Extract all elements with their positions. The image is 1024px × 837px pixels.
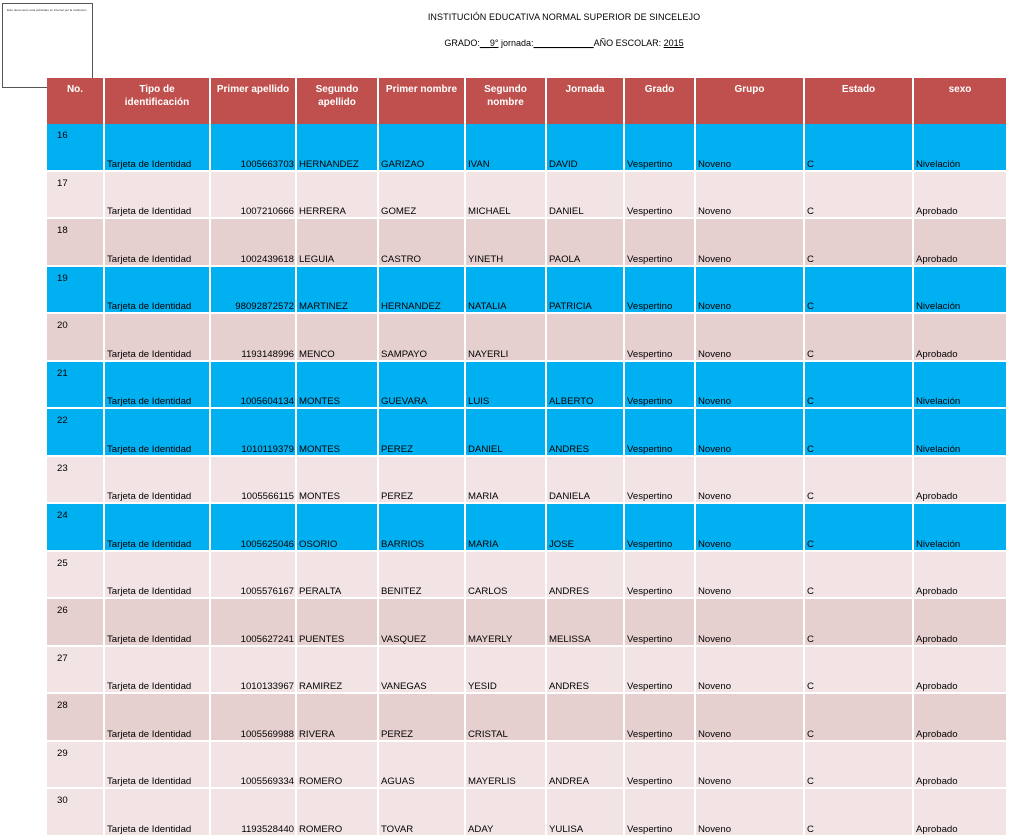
cell-numero-identificacion: 1005576167 xyxy=(210,551,296,599)
anio-label: AÑO ESCOLAR: xyxy=(593,38,664,48)
table-row xyxy=(47,313,1007,361)
table-row xyxy=(47,218,1007,266)
cell-no: 26 xyxy=(47,598,104,646)
cell-estado: Nivelación xyxy=(913,124,1007,171)
cell-no: 28 xyxy=(47,693,104,741)
jornada-label: jornada: xyxy=(498,38,534,48)
cell-jornada: Vespertino xyxy=(624,361,695,409)
cell-grado: Noveno xyxy=(695,788,804,836)
cell-estado: Nivelación xyxy=(913,361,1007,409)
cell-grupo: C xyxy=(804,646,913,694)
cell-estado: Aprobado xyxy=(913,646,1007,694)
cell-primer-nombre: MARIA xyxy=(465,456,546,504)
column-header: Grupo xyxy=(695,78,804,124)
cell-segundo-nombre: ANDREA xyxy=(546,741,624,789)
cell-segundo-apellido: CASTRO xyxy=(378,218,465,266)
cell-segundo-apellido: BARRIOS xyxy=(378,503,465,551)
student-roster-table xyxy=(47,78,1008,837)
cell-segundo-apellido: GARIZAO xyxy=(378,124,465,171)
cell-tipo-identificacion: Tarjeta de Identidad xyxy=(104,788,210,836)
cell-primer-apellido: MENCO xyxy=(296,313,378,361)
cell-segundo-nombre: YULISA xyxy=(546,788,624,836)
cell-primer-apellido: MONTES xyxy=(296,361,378,409)
cell-jornada: Vespertino xyxy=(624,313,695,361)
table-row xyxy=(47,456,1007,504)
cell-no: 30 xyxy=(47,788,104,836)
cell-segundo-apellido: GUEVARA xyxy=(378,361,465,409)
cell-no: 16 xyxy=(47,124,104,171)
cell-primer-apellido: HERRERA xyxy=(296,171,378,219)
cell-primer-nombre: MICHAEL xyxy=(465,171,546,219)
table-row xyxy=(47,266,1007,314)
cell-grupo: C xyxy=(804,456,913,504)
cell-tipo-identificacion: Tarjeta de Identidad xyxy=(104,218,210,266)
cell-segundo-nombre: DAVID xyxy=(546,124,624,171)
cell-segundo-nombre: DANIELA xyxy=(546,456,624,504)
cell-tipo-identificacion: Tarjeta de Identidad xyxy=(104,171,210,219)
cell-grado: Noveno xyxy=(695,598,804,646)
cell-primer-apellido: LEGUIA xyxy=(296,218,378,266)
table-row xyxy=(47,646,1007,694)
cell-no: 25 xyxy=(47,551,104,599)
cell-primer-nombre: ADAY xyxy=(465,788,546,836)
cell-primer-apellido: ROMERO xyxy=(296,788,378,836)
cell-segundo-apellido: PEREZ xyxy=(378,456,465,504)
cell-jornada: Vespertino xyxy=(624,266,695,314)
cell-tipo-identificacion: Tarjeta de Identidad xyxy=(104,551,210,599)
cell-no: 19 xyxy=(47,266,104,314)
cell-numero-identificacion: 1005604134 xyxy=(210,361,296,409)
cell-no: 22 xyxy=(47,408,104,456)
column-header: No. xyxy=(47,78,104,124)
cell-primer-nombre: LUIS xyxy=(465,361,546,409)
cell-primer-apellido: MONTES xyxy=(296,456,378,504)
cell-estado: Nivelación xyxy=(913,266,1007,314)
cell-grupo: C xyxy=(804,551,913,599)
column-header: Segundo nombre xyxy=(465,78,546,124)
cell-tipo-identificacion: Tarjeta de Identidad xyxy=(104,741,210,789)
cell-segundo-nombre: PATRICIA xyxy=(546,266,624,314)
cell-no: 27 xyxy=(47,646,104,694)
cell-primer-apellido: RAMIREZ xyxy=(296,646,378,694)
cell-numero-identificacion: 1005569988 xyxy=(210,693,296,741)
cell-tipo-identificacion: Tarjeta de Identidad xyxy=(104,313,210,361)
cell-tipo-identificacion: Tarjeta de Identidad xyxy=(104,646,210,694)
table-row xyxy=(47,124,1007,171)
cell-segundo-nombre xyxy=(546,313,624,361)
cell-no: 17 xyxy=(47,171,104,219)
cell-segundo-apellido: HERNANDEZ xyxy=(378,266,465,314)
cell-segundo-apellido: BENITEZ xyxy=(378,551,465,599)
cell-numero-identificacion: 1005663703 xyxy=(210,124,296,171)
cell-numero-identificacion: 1010133967 xyxy=(210,646,296,694)
cell-jornada: Vespertino xyxy=(624,693,695,741)
cell-tipo-identificacion: Tarjeta de Identidad xyxy=(104,124,210,171)
jornada-blank: ____________ xyxy=(533,38,594,48)
cell-tipo-identificacion: Tarjeta de Identidad xyxy=(104,361,210,409)
cell-grupo: C xyxy=(804,171,913,219)
cell-jornada: Vespertino xyxy=(624,408,695,456)
cell-estado: Nivelación xyxy=(913,503,1007,551)
cell-grupo: C xyxy=(804,503,913,551)
cell-jornada: Vespertino xyxy=(624,646,695,694)
table-row xyxy=(47,503,1007,551)
logo-placeholder xyxy=(2,3,93,88)
cell-estado: Aprobado xyxy=(913,456,1007,504)
grado-value: __9° xyxy=(479,38,499,48)
cell-segundo-nombre xyxy=(546,693,624,741)
cell-no: 18 xyxy=(47,218,104,266)
cell-grupo: C xyxy=(804,788,913,836)
cell-primer-nombre: CRISTAL xyxy=(465,693,546,741)
cell-grupo: C xyxy=(804,361,913,409)
cell-grado: Noveno xyxy=(695,218,804,266)
cell-grado: Noveno xyxy=(695,741,804,789)
cell-primer-nombre: MAYERLY xyxy=(465,598,546,646)
cell-grado: Noveno xyxy=(695,124,804,171)
cell-primer-nombre: IVAN xyxy=(465,124,546,171)
cell-primer-nombre: MARIA xyxy=(465,503,546,551)
cell-grado: Noveno xyxy=(695,313,804,361)
column-header: Grado xyxy=(624,78,695,124)
cell-segundo-apellido: GOMEZ xyxy=(378,171,465,219)
cell-jornada: Vespertino xyxy=(624,503,695,551)
cell-jornada: Vespertino xyxy=(624,741,695,789)
cell-segundo-nombre: DANIEL xyxy=(546,171,624,219)
column-header: Jornada xyxy=(546,78,624,124)
cell-grado: Noveno xyxy=(695,693,804,741)
cell-estado: Aprobado xyxy=(913,171,1007,219)
cell-tipo-identificacion: Tarjeta de Identidad xyxy=(104,693,210,741)
column-header: Tipo de identificación xyxy=(104,78,210,124)
table-row xyxy=(47,171,1007,219)
cell-grado: Noveno xyxy=(695,503,804,551)
cell-segundo-nombre: ALBERTO xyxy=(546,361,624,409)
cell-segundo-nombre: MELISSA xyxy=(546,598,624,646)
institution-title: INSTITUCIÓN EDUCATIVA NORMAL SUPERIOR DE SINCELEJO xyxy=(427,12,701,22)
cell-primer-nombre: YINETH xyxy=(465,218,546,266)
cell-numero-identificacion: 1005627241 xyxy=(210,598,296,646)
cell-grupo: C xyxy=(804,693,913,741)
cell-segundo-nombre: ANDRES xyxy=(546,551,624,599)
logo-text: Este documento esta publicado en internet por la institución xyxy=(7,8,87,12)
cell-grado: Noveno xyxy=(695,266,804,314)
cell-primer-nombre: DANIEL xyxy=(465,408,546,456)
cell-grupo: C xyxy=(804,598,913,646)
cell-jornada: Vespertino xyxy=(624,171,695,219)
cell-estado: Aprobado xyxy=(913,693,1007,741)
cell-primer-apellido: HERNANDEZ xyxy=(296,124,378,171)
anio-value: 2015 xyxy=(663,38,684,48)
cell-estado: Aprobado xyxy=(913,741,1007,789)
cell-segundo-nombre: JOSE xyxy=(546,503,624,551)
cell-tipo-identificacion: Tarjeta de Identidad xyxy=(104,266,210,314)
cell-grado: Noveno xyxy=(695,456,804,504)
table-row xyxy=(47,693,1007,741)
cell-estado: Aprobado xyxy=(913,598,1007,646)
cell-segundo-apellido: TOVAR xyxy=(378,788,465,836)
cell-jornada: Vespertino xyxy=(624,598,695,646)
cell-primer-apellido: MONTES xyxy=(296,408,378,456)
cell-segundo-apellido: PEREZ xyxy=(378,693,465,741)
table-row xyxy=(47,551,1007,599)
cell-grupo: C xyxy=(804,124,913,171)
table-row xyxy=(47,408,1007,456)
cell-primer-apellido: OSORIO xyxy=(296,503,378,551)
cell-no: 21 xyxy=(47,361,104,409)
cell-primer-apellido: RIVERA xyxy=(296,693,378,741)
cell-numero-identificacion: 1002439618 xyxy=(210,218,296,266)
cell-jornada: Vespertino xyxy=(624,788,695,836)
cell-numero-identificacion: 1005569334 xyxy=(210,741,296,789)
cell-estado: Nivelación xyxy=(913,408,1007,456)
cell-grupo: C xyxy=(804,313,913,361)
cell-tipo-identificacion: Tarjeta de Identidad xyxy=(104,456,210,504)
table-row xyxy=(47,788,1007,836)
table-row xyxy=(47,741,1007,789)
cell-grado: Noveno xyxy=(695,646,804,694)
cell-primer-apellido: MARTINEZ xyxy=(296,266,378,314)
cell-tipo-identificacion: Tarjeta de Identidad xyxy=(104,598,210,646)
column-header: sexo xyxy=(913,78,1007,124)
cell-no: 20 xyxy=(47,313,104,361)
table-row xyxy=(47,598,1007,646)
cell-grupo: C xyxy=(804,741,913,789)
cell-numero-identificacion: 1193528440 xyxy=(210,788,296,836)
cell-segundo-nombre: PAOLA xyxy=(546,218,624,266)
cell-grado: Noveno xyxy=(695,361,804,409)
cell-jornada: Vespertino xyxy=(624,456,695,504)
cell-no: 24 xyxy=(47,503,104,551)
cell-primer-apellido: PUENTES xyxy=(296,598,378,646)
cell-jornada: Vespertino xyxy=(624,218,695,266)
cell-numero-identificacion: 1005566115 xyxy=(210,456,296,504)
column-header: Estado xyxy=(804,78,913,124)
cell-estado: Aprobado xyxy=(913,313,1007,361)
cell-segundo-apellido: VANEGAS xyxy=(378,646,465,694)
cell-grado: Noveno xyxy=(695,551,804,599)
table-body xyxy=(47,124,1007,836)
column-header: Primer apellido xyxy=(210,78,296,124)
cell-numero-identificacion: 1007210666 xyxy=(210,171,296,219)
cell-no: 29 xyxy=(47,741,104,789)
cell-numero-identificacion: 1193148996 xyxy=(210,313,296,361)
grado-label: GRADO: xyxy=(444,38,480,48)
cell-jornada: Vespertino xyxy=(624,551,695,599)
cell-primer-apellido: ROMERO xyxy=(296,741,378,789)
cell-segundo-nombre: ANDRES xyxy=(546,646,624,694)
cell-grupo: C xyxy=(804,266,913,314)
grade-line xyxy=(300,38,828,48)
cell-tipo-identificacion: Tarjeta de Identidad xyxy=(104,503,210,551)
column-header: Primer nombre xyxy=(378,78,465,124)
cell-grupo: C xyxy=(804,408,913,456)
table-row xyxy=(47,361,1007,409)
column-header: Segundo apellido xyxy=(296,78,378,124)
cell-grupo: C xyxy=(804,218,913,266)
cell-segundo-apellido: PEREZ xyxy=(378,408,465,456)
cell-grado: Noveno xyxy=(695,171,804,219)
cell-segundo-apellido: AGUAS xyxy=(378,741,465,789)
cell-no: 23 xyxy=(47,456,104,504)
cell-numero-identificacion: 98092872572 xyxy=(210,266,296,314)
cell-numero-identificacion: 1005625046 xyxy=(210,503,296,551)
table-header-row xyxy=(47,78,1007,124)
cell-segundo-apellido: VASQUEZ xyxy=(378,598,465,646)
cell-estado: Aprobado xyxy=(913,218,1007,266)
cell-primer-apellido: PERALTA xyxy=(296,551,378,599)
cell-primer-nombre: NAYERLI xyxy=(465,313,546,361)
cell-grado: Noveno xyxy=(695,408,804,456)
cell-primer-nombre: MAYERLIS xyxy=(465,741,546,789)
cell-estado: Aprobado xyxy=(913,551,1007,599)
cell-tipo-identificacion: Tarjeta de Identidad xyxy=(104,408,210,456)
cell-segundo-apellido: SAMPAYO xyxy=(378,313,465,361)
cell-primer-nombre: CARLOS xyxy=(465,551,546,599)
cell-jornada: Vespertino xyxy=(624,124,695,171)
cell-primer-nombre: NATALIA xyxy=(465,266,546,314)
cell-estado: Aprobado xyxy=(913,788,1007,836)
cell-segundo-nombre: ANDRES xyxy=(546,408,624,456)
cell-numero-identificacion: 1010119379 xyxy=(210,408,296,456)
cell-primer-nombre: YESID xyxy=(465,646,546,694)
